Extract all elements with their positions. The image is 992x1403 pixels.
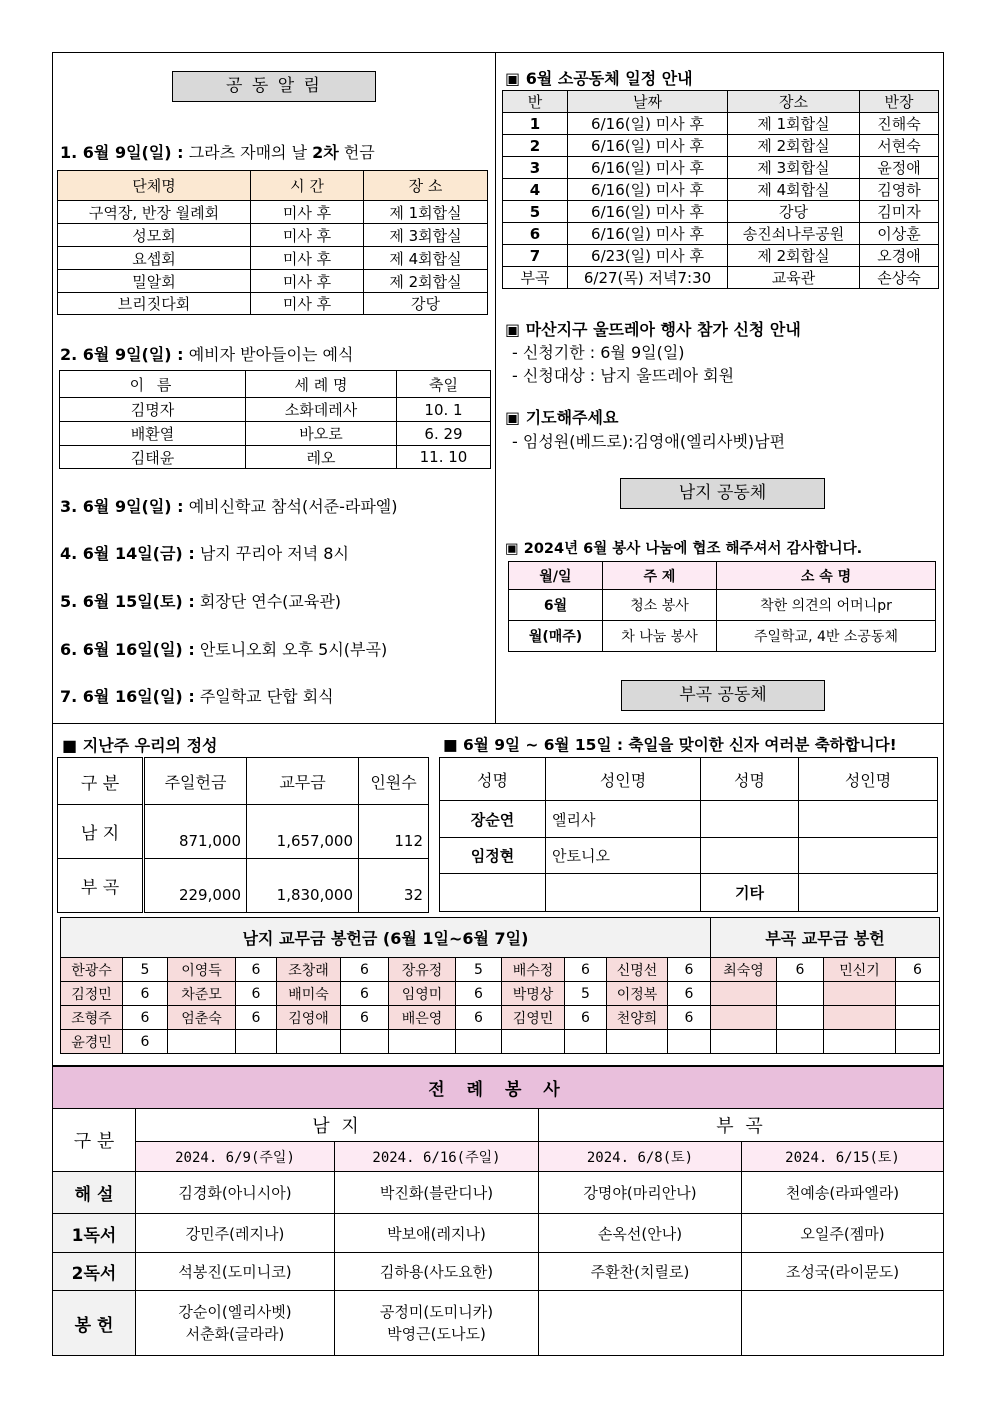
table-row bbox=[503, 201, 939, 223]
cell: 2 bbox=[503, 135, 568, 157]
cell: 6 bbox=[777, 958, 824, 982]
cell: 윤정애 bbox=[860, 157, 939, 179]
cell bbox=[277, 1030, 341, 1054]
date-cell: 2024. 6/8(토) bbox=[539, 1142, 742, 1172]
cell bbox=[711, 982, 777, 1006]
cell: 서현숙 bbox=[860, 135, 939, 157]
cell: 6. 29 bbox=[397, 422, 491, 446]
cell: 김영애 bbox=[277, 1006, 341, 1030]
ultreia-line-1: - 신청기한 : 6월 9일(일) bbox=[512, 343, 685, 362]
table-row bbox=[60, 446, 491, 469]
cell: 천예송(라파엘라) bbox=[742, 1172, 944, 1214]
cell bbox=[539, 1291, 742, 1356]
col-leader: 반장 bbox=[860, 91, 939, 113]
cell: 박진화(블란디나) bbox=[335, 1172, 539, 1214]
column-divider bbox=[495, 52, 496, 724]
cell bbox=[799, 874, 938, 912]
offering-name: 서춘화(글라라) bbox=[185, 1325, 285, 1343]
role-label: 1독서 bbox=[53, 1214, 136, 1253]
cell: 조창래 bbox=[277, 958, 341, 982]
prayer-title: ▣ 기도해주세요 bbox=[505, 408, 619, 427]
bugok-community-title: 부곡 공동체 bbox=[621, 680, 825, 711]
dues-table bbox=[60, 917, 940, 1054]
cell bbox=[799, 838, 938, 874]
cell: 안토니오 bbox=[546, 838, 701, 874]
cell: 남 지 bbox=[58, 805, 144, 859]
cell bbox=[711, 1006, 777, 1030]
cell: 차 나눔 봉사 bbox=[603, 621, 717, 652]
table-row bbox=[61, 1006, 940, 1030]
cell: 1 bbox=[503, 113, 568, 135]
cell bbox=[777, 982, 824, 1006]
cell: 미사 후 bbox=[251, 224, 364, 247]
cell: 6 bbox=[123, 1030, 168, 1054]
feast-title: ■ 6월 9일 ~ 6월 15일 : 축일을 맞이한 신자 여러분 축하합니다! bbox=[443, 736, 897, 754]
col-baptism-name: 세 례 명 bbox=[246, 371, 397, 398]
cell: 6 bbox=[123, 1006, 168, 1030]
liturgy-title: 전 례 봉 사 bbox=[53, 1067, 944, 1109]
cell: 진해숙 bbox=[860, 113, 939, 135]
cell: 1,657,000 bbox=[247, 805, 359, 859]
liturgy-namji-label: 남 지 bbox=[136, 1109, 539, 1142]
cell: 신명선 bbox=[607, 958, 668, 982]
cell bbox=[896, 1030, 940, 1054]
cell: 제 3회합실 bbox=[364, 224, 488, 247]
liturgy-table bbox=[52, 1066, 944, 1356]
cell: 5 bbox=[565, 982, 607, 1006]
cell: 교육관 bbox=[728, 267, 860, 289]
cell: 11. 10 bbox=[397, 446, 491, 469]
notice-head: 3. 6월 9일(일) : bbox=[60, 497, 184, 516]
table-row bbox=[503, 179, 939, 201]
table-row bbox=[58, 859, 429, 913]
cell bbox=[546, 874, 701, 912]
cell: 6/16(일) 미사 후 bbox=[568, 179, 728, 201]
notice-5 bbox=[60, 589, 341, 612]
cell: 6 bbox=[668, 982, 711, 1006]
cell: 오일주(젬마) bbox=[742, 1214, 944, 1253]
cell bbox=[565, 1030, 607, 1054]
cell bbox=[136, 1291, 335, 1356]
table-row bbox=[58, 247, 488, 270]
table-row bbox=[53, 1172, 944, 1214]
table-row bbox=[58, 293, 488, 315]
cell bbox=[824, 982, 896, 1006]
cell: 제 2회합실 bbox=[364, 270, 488, 293]
table-row bbox=[53, 1253, 944, 1291]
cell: 박보애(레지나) bbox=[335, 1214, 539, 1253]
liturgy-bugok-label: 부 곡 bbox=[539, 1109, 944, 1142]
cell bbox=[456, 1030, 502, 1054]
cell: 요셉회 bbox=[58, 247, 251, 270]
cell: 차준모 bbox=[168, 982, 236, 1006]
table-row bbox=[58, 201, 488, 224]
cell: 6 bbox=[341, 958, 389, 982]
cell bbox=[607, 1030, 668, 1054]
cell: 천양희 bbox=[607, 1006, 668, 1030]
cell: 강민주(레지나) bbox=[136, 1214, 335, 1253]
cell: 레오 bbox=[246, 446, 397, 469]
cell: 최숙영 bbox=[711, 958, 777, 982]
cell: 김경화(아니시아) bbox=[136, 1172, 335, 1214]
cell bbox=[168, 1030, 236, 1054]
cell: 6 bbox=[236, 1006, 277, 1030]
cell: 미사 후 bbox=[251, 201, 364, 224]
cell: 112 bbox=[359, 805, 429, 859]
table-row bbox=[440, 801, 938, 838]
cell: 김미자 bbox=[860, 201, 939, 223]
cell: 7 bbox=[503, 245, 568, 267]
cell: 석봉진(도미니코) bbox=[136, 1253, 335, 1291]
cell: 부곡 bbox=[503, 267, 568, 289]
cell: 6월 bbox=[509, 590, 603, 621]
cell: 주환찬(치릴로) bbox=[539, 1253, 742, 1291]
notice-text: 주일학교 단합 회식 bbox=[199, 687, 334, 706]
cell: 바오로 bbox=[246, 422, 397, 446]
cell bbox=[341, 1030, 389, 1054]
prayer-line-1: - 임성원(베드로):김영애(엘리사벳)남편 bbox=[512, 432, 786, 451]
cell: 제 4회합실 bbox=[728, 179, 860, 201]
cell bbox=[824, 1006, 896, 1030]
cell: 청소 봉사 bbox=[603, 590, 717, 621]
role-label: 2독서 bbox=[53, 1253, 136, 1291]
col-place: 장 소 bbox=[364, 171, 488, 201]
table-row bbox=[503, 267, 939, 289]
cell: 성모회 bbox=[58, 224, 251, 247]
cell bbox=[896, 982, 940, 1006]
cell: 제 1회합실 bbox=[728, 113, 860, 135]
cell: 브리짓다회 bbox=[58, 293, 251, 315]
cell: 제 2회합실 bbox=[728, 245, 860, 267]
cell bbox=[742, 1291, 944, 1356]
cell: 4 bbox=[503, 179, 568, 201]
cell: 배미숙 bbox=[277, 982, 341, 1006]
col-time: 시 간 bbox=[251, 171, 364, 201]
col-place: 장소 bbox=[728, 91, 860, 113]
cell: 이정복 bbox=[607, 982, 668, 1006]
date-cell: 2024. 6/9(주일) bbox=[136, 1142, 335, 1172]
cell: 강명야(마리안나) bbox=[539, 1172, 742, 1214]
notice-2 bbox=[60, 342, 353, 365]
table-row bbox=[60, 398, 491, 422]
notice-1-text-b: 2차 bbox=[312, 143, 339, 162]
notice-2-head: 2. 6월 9일(일) : bbox=[60, 345, 184, 364]
table-row bbox=[440, 838, 938, 874]
cell: 엄춘숙 bbox=[168, 1006, 236, 1030]
cell bbox=[335, 1291, 539, 1356]
table-row bbox=[440, 874, 938, 912]
cell: 한광수 bbox=[61, 958, 123, 982]
col-group: 단체명 bbox=[58, 171, 251, 201]
table-row bbox=[503, 245, 939, 267]
cell bbox=[799, 801, 938, 838]
schedule-title: ▣ 6월 소공동체 일정 안내 bbox=[505, 69, 693, 88]
cell bbox=[701, 801, 799, 838]
cell: 강당 bbox=[364, 293, 488, 315]
cell bbox=[777, 1006, 824, 1030]
col-count: 인원수 bbox=[359, 758, 429, 805]
dues-namji-title: 남지 교무금 봉헌금 (6월 1일~6월 7일) bbox=[61, 918, 711, 958]
cell: 박명상 bbox=[502, 982, 565, 1006]
cell: 6/16(일) 미사 후 bbox=[568, 157, 728, 179]
cell bbox=[777, 1030, 824, 1054]
col-theme: 주 제 bbox=[603, 562, 717, 590]
cell: 1,830,000 bbox=[247, 859, 359, 913]
cell: 10. 1 bbox=[397, 398, 491, 422]
notice-7 bbox=[60, 684, 334, 707]
table-row bbox=[503, 113, 939, 135]
ultreia-line-2: - 신청대상 : 남지 울뜨레아 회원 bbox=[512, 366, 735, 385]
table-row bbox=[53, 1291, 944, 1356]
cell: 5 bbox=[123, 958, 168, 982]
cell: 5 bbox=[456, 958, 502, 982]
cell: 6 bbox=[123, 982, 168, 1006]
cell: 월(매주) bbox=[509, 621, 603, 652]
cell: 김명자 bbox=[60, 398, 246, 422]
cell: 엘리사 bbox=[546, 801, 701, 838]
dues-bugok-title: 부곡 교무금 봉헌 bbox=[711, 918, 940, 958]
cell: 6/27(목) 저녁7:30 bbox=[568, 267, 728, 289]
cell: 6/16(일) 미사 후 bbox=[568, 223, 728, 245]
cell: 오경애 bbox=[860, 245, 939, 267]
col-dues: 교무금 bbox=[247, 758, 359, 805]
notice-1 bbox=[60, 140, 375, 163]
catechumen-table bbox=[59, 370, 491, 469]
group-table bbox=[57, 170, 488, 315]
cell: 이상훈 bbox=[860, 223, 939, 245]
cell: 871,000 bbox=[144, 805, 247, 859]
cell: 부 곡 bbox=[58, 859, 144, 913]
col-division: 구 분 bbox=[58, 758, 144, 805]
thanks-table bbox=[508, 561, 936, 652]
cell: 6 bbox=[565, 1006, 607, 1030]
liturgy-division-label: 구 분 bbox=[53, 1109, 136, 1172]
date-cell: 2024. 6/15(토) bbox=[742, 1142, 944, 1172]
cell bbox=[896, 1006, 940, 1030]
col-sunday-offering: 주일헌금 bbox=[144, 758, 247, 805]
cell: 6 bbox=[236, 958, 277, 982]
cell: 미사 후 bbox=[251, 293, 364, 315]
cell: 이영득 bbox=[168, 958, 236, 982]
cell: 장순연 bbox=[440, 801, 546, 838]
cell: 6 bbox=[668, 958, 711, 982]
cell: 제 2회합실 bbox=[728, 135, 860, 157]
cell: 구역장, 반장 월례회 bbox=[58, 201, 251, 224]
cell bbox=[711, 1030, 777, 1054]
cell: 6/16(일) 미사 후 bbox=[568, 113, 728, 135]
cell: 3 bbox=[503, 157, 568, 179]
cell: 주일학교, 4반 소공동체 bbox=[717, 621, 936, 652]
cell bbox=[701, 838, 799, 874]
offering-name: 박영근(도나도) bbox=[387, 1325, 486, 1343]
table-row bbox=[58, 270, 488, 293]
table-row bbox=[58, 805, 429, 859]
cell: 229,000 bbox=[144, 859, 247, 913]
cell bbox=[236, 1030, 277, 1054]
table-row bbox=[61, 958, 940, 982]
cell: 착한 의견의 어머니pr bbox=[717, 590, 936, 621]
table-row bbox=[503, 157, 939, 179]
cell: 6 bbox=[341, 1006, 389, 1030]
notice-text: 회장단 연수(교육관) bbox=[199, 592, 342, 611]
table-row bbox=[60, 422, 491, 446]
cell: 32 bbox=[359, 859, 429, 913]
col-name: 이 름 bbox=[60, 371, 246, 398]
cell: 6/23(일) 미사 후 bbox=[568, 245, 728, 267]
notice-2-text: 예비자 받아들이는 예식 bbox=[188, 345, 354, 364]
table-row bbox=[53, 1214, 944, 1253]
cell: 강당 bbox=[728, 201, 860, 223]
cell: 미사 후 bbox=[251, 270, 364, 293]
cell: 6 bbox=[565, 958, 607, 982]
cell: 배수정 bbox=[502, 958, 565, 982]
offering-name: 공정미(도미니카) bbox=[379, 1303, 494, 1321]
cell: 제 4회합실 bbox=[364, 247, 488, 270]
role-label: 봉 헌 bbox=[53, 1291, 136, 1356]
cell: 5 bbox=[503, 201, 568, 223]
cell: 김정민 bbox=[61, 982, 123, 1006]
cell: 김태윤 bbox=[60, 446, 246, 469]
col-date: 날짜 bbox=[568, 91, 728, 113]
notice-3 bbox=[60, 494, 398, 517]
cell: 손상숙 bbox=[860, 267, 939, 289]
table-row bbox=[509, 590, 936, 621]
col-saint-name: 성인명 bbox=[546, 758, 701, 801]
cell: 조형주 bbox=[61, 1006, 123, 1030]
col-name-2: 성명 bbox=[701, 758, 799, 801]
cell bbox=[389, 1030, 456, 1054]
table-row bbox=[503, 223, 939, 245]
cell: 6 bbox=[456, 982, 502, 1006]
cell: 김하용(사도요한) bbox=[335, 1253, 539, 1291]
offering-table bbox=[57, 757, 429, 913]
cell: 임영미 bbox=[389, 982, 456, 1006]
offering-title: ■ 지난주 우리의 정성 bbox=[62, 736, 218, 755]
cell: 6 bbox=[341, 982, 389, 1006]
cell: 송진쇠나루공원 bbox=[728, 223, 860, 245]
cell: 6/16(일) 미사 후 bbox=[568, 201, 728, 223]
cell bbox=[668, 1030, 711, 1054]
notice-text: 남지 꾸리아 저녁 8시 bbox=[199, 544, 349, 563]
notice-1-text-a: 그라츠 자매의 날 bbox=[188, 143, 313, 162]
cell: 손옥선(안나) bbox=[539, 1214, 742, 1253]
notice-4 bbox=[60, 541, 349, 564]
table-row bbox=[503, 135, 939, 157]
cell: 6 bbox=[236, 982, 277, 1006]
cell: 제 3회합실 bbox=[728, 157, 860, 179]
notice-head: 4. 6월 14일(금) : bbox=[60, 544, 195, 563]
notice-title: 공 동 알 림 bbox=[172, 71, 376, 102]
date-cell: 2024. 6/16(주일) bbox=[335, 1142, 539, 1172]
namji-community-title: 남지 공동체 bbox=[620, 478, 825, 509]
col-ban: 반 bbox=[503, 91, 568, 113]
table-row bbox=[61, 982, 940, 1006]
col-month: 월/일 bbox=[509, 562, 603, 590]
notice-1-text-c: 헌금 bbox=[338, 143, 375, 162]
notice-1-head: 1. 6월 9일(일) : bbox=[60, 143, 184, 162]
table-row bbox=[61, 1030, 940, 1054]
cell: 제 1회합실 bbox=[364, 201, 488, 224]
etc-label: 기타 bbox=[701, 874, 799, 912]
cell: 소화데레사 bbox=[246, 398, 397, 422]
cell: 미사 후 bbox=[251, 247, 364, 270]
feast-table bbox=[439, 757, 938, 912]
cell: 민신기 bbox=[824, 958, 896, 982]
cell bbox=[824, 1030, 896, 1054]
role-label: 해 설 bbox=[53, 1172, 136, 1214]
cell: 임정현 bbox=[440, 838, 546, 874]
cell: 윤경민 bbox=[61, 1030, 123, 1054]
col-affiliation: 소 속 명 bbox=[717, 562, 936, 590]
cell: 6 bbox=[896, 958, 940, 982]
col-feast: 축일 bbox=[397, 371, 491, 398]
notice-head: 6. 6월 16일(일) : bbox=[60, 640, 195, 659]
cell: 6 bbox=[456, 1006, 502, 1030]
ultreia-title: ▣ 마산지구 울뜨레아 행사 참가 신청 안내 bbox=[505, 320, 801, 339]
cell: 6 bbox=[503, 223, 568, 245]
cell: 밀알회 bbox=[58, 270, 251, 293]
table-row bbox=[509, 621, 936, 652]
col-name: 성명 bbox=[440, 758, 546, 801]
notice-head: 5. 6월 15일(토) : bbox=[60, 592, 195, 611]
cell: 김영하 bbox=[860, 179, 939, 201]
cell: 6 bbox=[668, 1006, 711, 1030]
schedule-table bbox=[502, 90, 939, 289]
cell: 장유정 bbox=[389, 958, 456, 982]
cell bbox=[502, 1030, 565, 1054]
notice-text: 안토니오회 오후 5시(부곡) bbox=[199, 640, 388, 659]
table-row bbox=[58, 224, 488, 247]
notice-head: 7. 6월 16일(일) : bbox=[60, 687, 195, 706]
offering-name: 강순이(엘리사벳) bbox=[178, 1303, 292, 1321]
notice-text: 예비신학교 참석(서준-라파엘) bbox=[188, 497, 398, 516]
cell: 조성국(라이문도) bbox=[742, 1253, 944, 1291]
cell: 배은영 bbox=[389, 1006, 456, 1030]
thanks-title: ▣ 2024년 6월 봉사 나눔에 협조 해주셔서 감사합니다. bbox=[505, 541, 863, 557]
col-saint-name-2: 성인명 bbox=[799, 758, 938, 801]
notice-6 bbox=[60, 637, 387, 660]
cell: 김영민 bbox=[502, 1006, 565, 1030]
cell: 6/16(일) 미사 후 bbox=[568, 135, 728, 157]
cell bbox=[440, 874, 546, 912]
cell: 배환열 bbox=[60, 422, 246, 446]
